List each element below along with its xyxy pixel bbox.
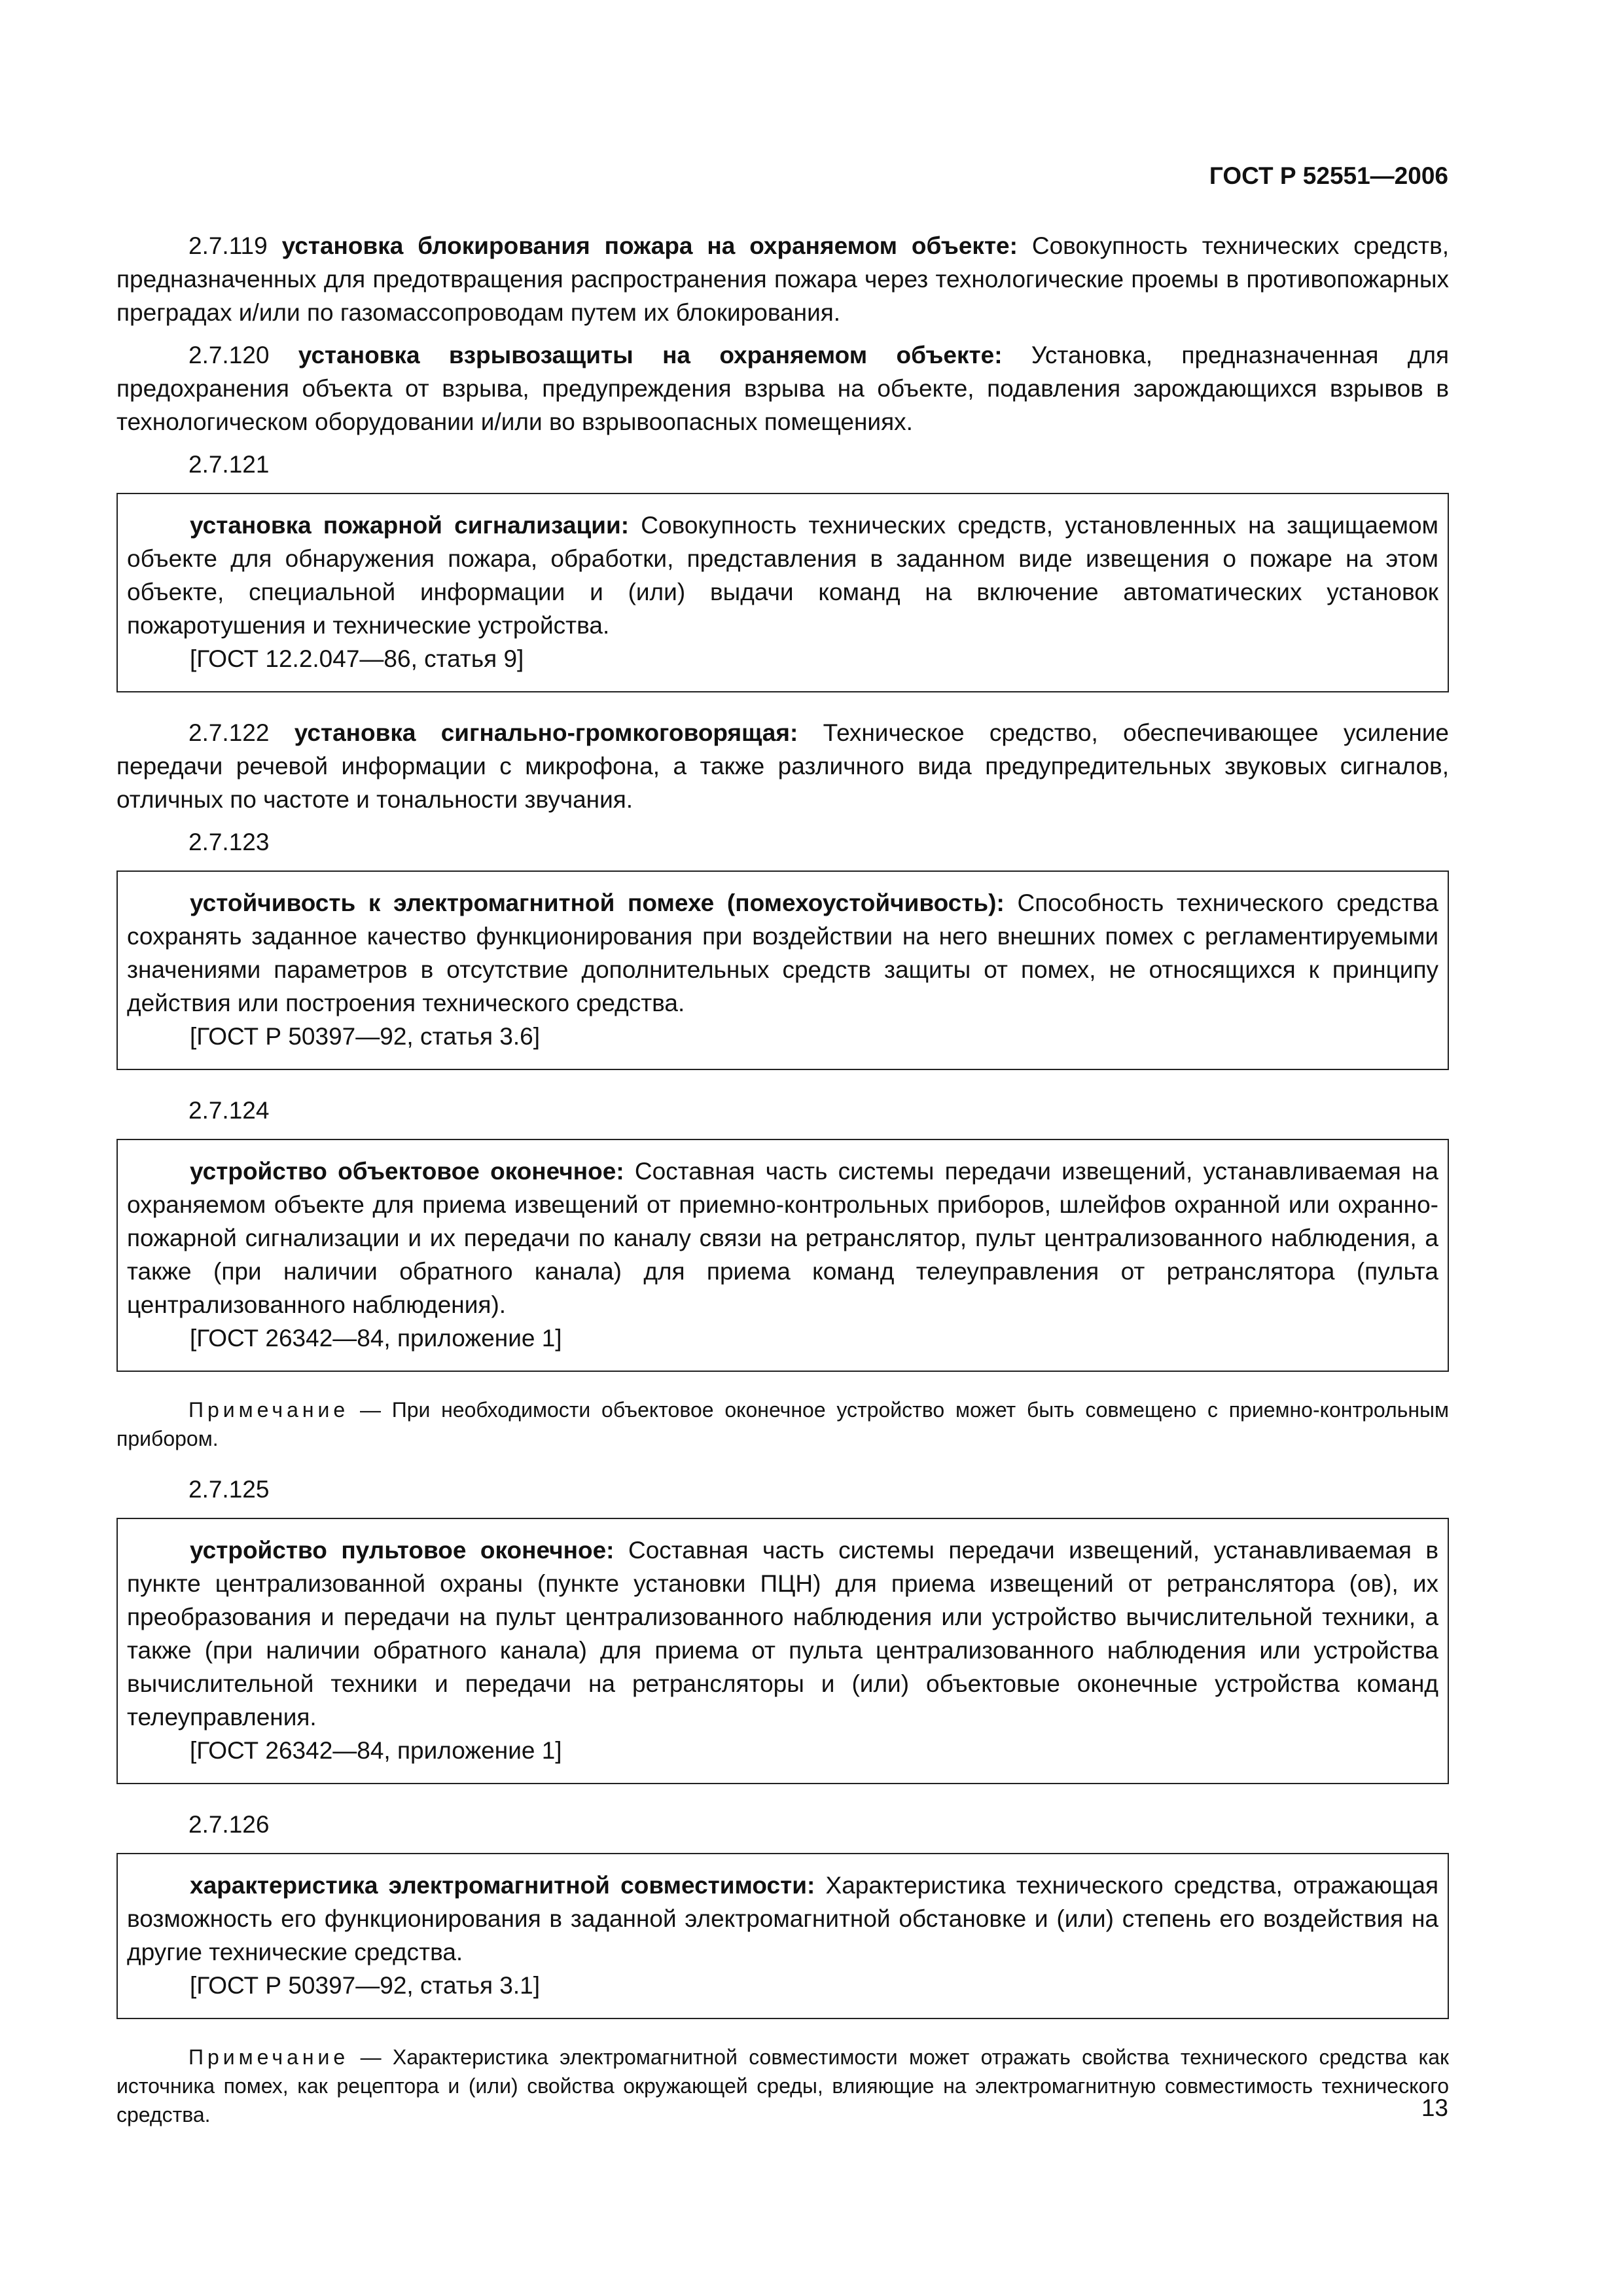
page-number: 13 [1421,2094,1448,2121]
term-paragraph-2-7-122 [116,716,1449,816]
term-title: устройство объектовое оконечное: [190,1158,624,1185]
definition-box-2-7-125 [116,1518,1449,1784]
boxed-definition [127,1869,1438,1969]
term-definition: Способность технического средства сохранять заданное качество функционирования при воздействии на него внешних помех с регламентируемыми значениями параметров в отсутствие дополнительных средств защиты от помех, не относящихся к принципу действия или построения технического средства. [127,889,1439,1016]
boxed-definition [127,509,1438,642]
term-title: устройство пультовое оконечное: [190,1537,615,1564]
term-definition: Совокупность технических средств, установленных на защищаемом объекте для обнаружения пожара, обработки, представления в заданном виде извещения о пожаре на этом объекте, специальной информации и (или) выдачи команд на включение автоматических установок пожаротушения и технические устройства. [127,512,1438,639]
term-number-2-7-123: 2.7.123 [188,829,270,855]
definition-source: [ГОСТ Р 50397—92, статья 3.6] [190,1023,541,1050]
term-definition: Совокупность технических средств, предназначенных для предотвращения распространения пожара через технологические проемы в противопожарных преградах и/или по газомассопроводам путем их блокирования. [116,232,1450,326]
term-title: установка пожарной сигнализации: [190,512,630,539]
boxed-definition [127,1155,1438,1321]
term-number-2-7-126: 2.7.126 [188,1811,270,1838]
definition-source: [ГОСТ 12.2.047—86, статья 9] [190,645,524,672]
definition-box-2-7-123 [116,870,1449,1070]
note-label: Примечание [188,1398,349,1422]
term-title: характеристика электромагнитной совместимости: [190,1872,815,1899]
term-definition: Установка, предназначенная для предохранения объекта от взрыва, предупреждения взрыва на объекте, подавления зарождающихся взрывов в технологическом оборудовании и/или во взрывоопасных помещениях. [116,342,1450,435]
term-number-2-7-125: 2.7.125 [188,1476,270,1503]
definition-box-2-7-126 [116,1853,1449,2019]
term-number: 2.7.122 [188,719,270,746]
term-number-2-7-121: 2.7.121 [188,451,270,478]
document-header: ГОСТ Р 52551—2006 [1209,162,1448,189]
term-title: установка сигнально-громкоговорящая: [294,719,798,746]
term-title: устойчивость к электромагнитной помехе (помехоустойчивость): [190,889,1005,916]
term-paragraph-2-7-119 [116,229,1449,329]
term-definition: Составная часть системы передачи извещений, устанавливаемая на охраняемом объекте для приема извещений от приемно-контрольных приборов, шлейфов охранной или охранно-пожарной сигнализации и их передачи по каналу связи на ретранслятор, пульт централизованного наблюдения, а также (при наличии обратного канала) для приема команд телеуправления от ретранслятора (пульта централизованного наблюдения). [127,1158,1438,1318]
definition-source: [ГОСТ 26342—84, приложение 1] [190,1737,562,1764]
definition-source: [ГОСТ 26342—84, приложение 1] [190,1325,562,1352]
definition-box-2-7-121 [116,493,1449,692]
term-paragraph-2-7-120 [116,338,1449,439]
term-title: установка блокирования пожара на охраняемом объекте: [281,232,1018,259]
note-text: — Характеристика электромагнитной совместимости может отражать свойства технического средства как источника помех, как рецептора и (или) свойства окружающей среды, влияющие на электромагнитную совместимость технического средства. [116,2045,1450,2126]
term-number: 2.7.119 [188,232,268,259]
boxed-definition [127,886,1438,1020]
note-2-7-124 [116,1395,1449,1453]
note-text: — При необходимости объектовое оконечное устройство может быть совмещено с приемно-контрольным прибором. [116,1398,1450,1450]
page-content [116,229,1449,2129]
note-2-7-126 [116,2043,1449,2129]
definition-box-2-7-124 [116,1139,1449,1372]
term-definition: Характеристика технического средства, отражающая возможность его функционирования в заданной электромагнитной обстановке и (или) степень его воздействия на другие технические средства. [127,1872,1438,1965]
term-definition: Составная часть системы передачи извещений, устанавливаемая в пункте централизованной охраны (пункте установки ПЦН) для приема извещений от ретранслятора (ов), их преобразования и передачи на пульт централизованного наблюдения или устройство вычислительной техники, а также (при наличии обратного канала) для приема от пульта централизованного наблюдения или устройства вычислительной техники и передачи на ретрансляторы и (или) объектовые оконечные устройства команд телеуправления. [127,1537,1439,1731]
term-number: 2.7.120 [188,342,270,368]
note-label: Примечание [188,2045,349,2069]
definition-source: [ГОСТ Р 50397—92, статья 3.1] [190,1972,541,1999]
term-definition: Техническое средство, обеспечивающее усиление передачи речевой информации с микрофона, а также различного вида предупредительных звуковых сигналов, отличных по частоте и тональности звучания. [116,719,1449,813]
boxed-definition [127,1534,1438,1734]
term-number-2-7-124: 2.7.124 [188,1097,270,1124]
term-title: установка взрывозащиты на охраняемом объекте: [298,342,1003,368]
